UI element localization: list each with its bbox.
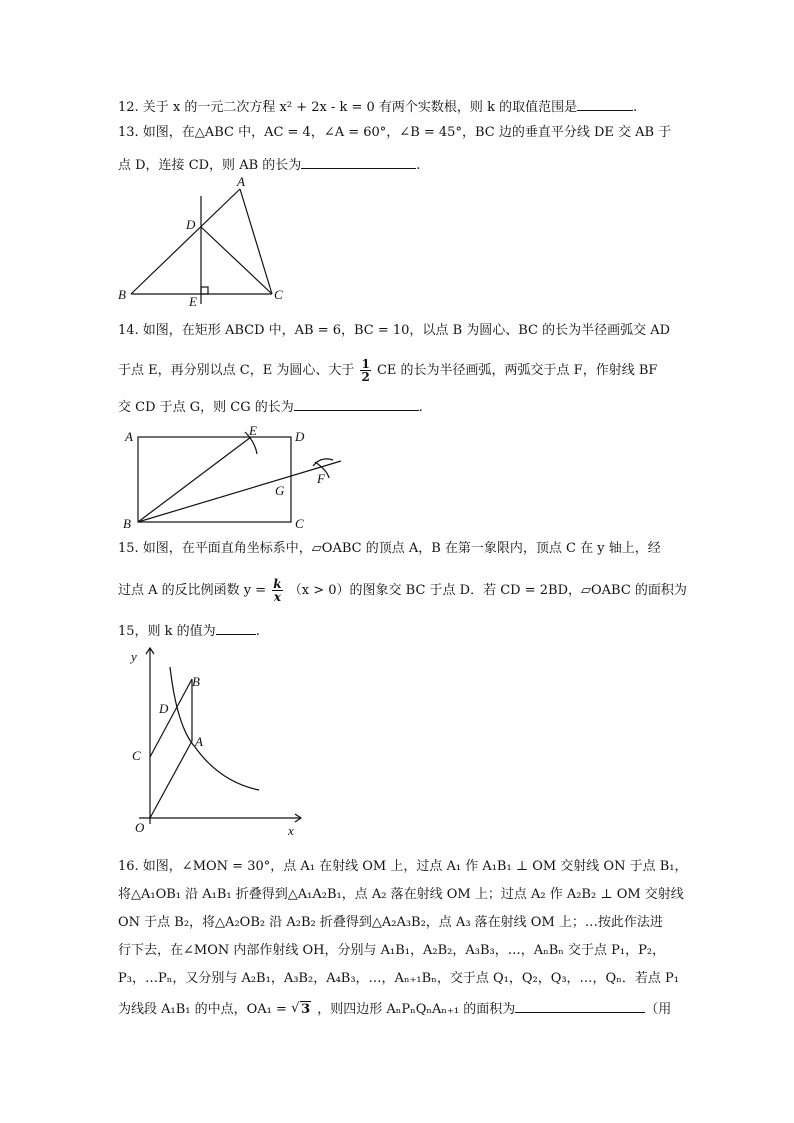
q12-answer-blank[interactable] [577,96,633,111]
q16-line6 [118,998,671,1019]
label-d: D [295,429,305,444]
q15-end: . [255,624,260,639]
q13-figure [110,172,310,310]
q12-end: . [633,100,638,115]
q13-line1: 13. 如图，在△ABC 中，AC = 4，∠A = 60°，∠B = 45°，BC 边的垂直平分线 DE 交 AB 于 [118,125,672,140]
label-o: O [135,820,145,835]
label-y: y [131,649,137,664]
sqrt-symbol-icon: √ [291,1001,300,1016]
q15-text-b: （x > 0）的图象交 BC 于点 D．若 CD = 2BD，▱OABC 的面积为 [288,583,687,598]
q14-text-a: 于点 E，再分别以点 C，E 为圆心、大于 [118,363,355,378]
q16-line1: 16. 如图，∠MON = 30°，点 A₁ 在射线 OM 上，过点 A₁ 作 A₁B₁ ⊥ OM 交射线 ON 于点 B₁， [118,859,688,874]
q15-line1: 15. 如图，在平面直角坐标系中，▱OABC 的顶点 A，B 在第一象限内，顶点 C 在 y 轴上，经 [118,541,661,556]
q15-answer-blank[interactable] [216,620,256,635]
q16-line2: 将△A₁OB₁ 沿 A₁B₁ 折叠得到△A₁A₂B₁，点 A₂ 落在射线 OM 上；过点 A₂ 作 A₂B₂ ⊥ OM 交射线 [118,887,684,902]
q16-text-a: 为线段 A₁B₁ 的中点，OA₁ = [118,1002,287,1017]
segment-be [138,437,251,522]
label-a: A [125,429,133,444]
q13-answer-blank[interactable] [301,154,416,169]
label-g: G [275,483,285,498]
rectangle-abcd [138,437,291,522]
q15-line2 [118,578,687,603]
q14-text: 交 CD 于点 G，则 CG 的长为 [118,400,294,415]
label-b: B [118,287,126,302]
q15-figure [125,642,315,842]
label-e: E [249,424,257,438]
q14-fraction [360,358,370,383]
label-e: E [189,294,197,309]
label-d: D [186,217,196,232]
q14-line2 [118,358,657,383]
segment-ba [131,189,240,294]
label-d: D [159,701,169,716]
q14-line3 [118,396,423,417]
q14-text-b: CE 的长为半径画弧，两弧交于点 F，作射线 BF [376,363,658,378]
label-x: x [288,823,294,838]
label-b: B [192,674,200,689]
q15-fraction [272,578,282,603]
segment-oa [150,741,192,818]
q14-frac-den: 2 [361,370,370,384]
q16-text-b: ，则四边形 AₙPₙQₙAₙ₊₁ 的面积为 [317,1002,516,1017]
q16-line3: ON 于点 B₂，将△A₂OB₂ 沿 A₂B₂ 折叠得到△A₂A₃B₂，点 A₃ 落在射线 OM 上；…按此作法进 [118,915,663,930]
q16-sqrt [291,1001,311,1019]
q14-line1: 14. 如图，在矩形 ABCD 中，AB = 6，BC = 10，以点 B 为圆心、BC 的长为半径画弧交 AD [118,323,671,338]
q15-frac-num: k [273,577,282,591]
hyperbola-curve [170,667,259,790]
q15-line3 [118,620,260,641]
q15-text-a: 过点 A 的反比例函数 y = [118,583,267,598]
q14-frac-num: 1 [361,357,370,371]
ray-bf [138,461,341,522]
q14-end: . [418,400,423,415]
q16-line5: P₃，…Pₙ，又分别与 A₂B₁，A₃B₂，A₄B₃，…，Aₙ₊₁Bₙ，交于点 Q₁，Q₂，Q₃，…，Qₙ．若点 P₁ [118,971,679,986]
q13-text: 点 D，连接 CD，则 AB 的长为 [118,158,302,173]
q12-text: 12. 关于 x 的一元二次方程 x² + 2x - k = 0 有两个实数根，则 k 的取值范围是 [118,100,578,115]
q14-answer-blank[interactable] [294,396,419,411]
q12-line1 [118,96,637,117]
segment-cb [150,679,192,757]
right-angle-mark [201,287,208,294]
q16-sqrt-value: 3 [301,1002,311,1017]
label-f: F [317,471,325,486]
q16-text-c: （用 [645,1002,672,1017]
label-a: A [237,174,245,189]
label-a: A [195,734,203,749]
q15-text: 15，则 k 的值为 [118,624,216,639]
q16-line4: 行下去，在∠MON 内部作射线 OH，分别与 A₁B₁，A₂B₂，A₃B₃，…，AₙBₙ 交于点 P₁，P₂， [118,943,666,958]
label-c: C [274,287,283,302]
q15-frac-den: x [273,590,282,604]
q16-answer-blank[interactable] [515,998,645,1013]
label-c: C [132,748,141,763]
q13-end: . [416,158,421,173]
label-b: B [123,516,131,531]
label-c: C [295,516,304,531]
q14-figure [115,424,355,536]
